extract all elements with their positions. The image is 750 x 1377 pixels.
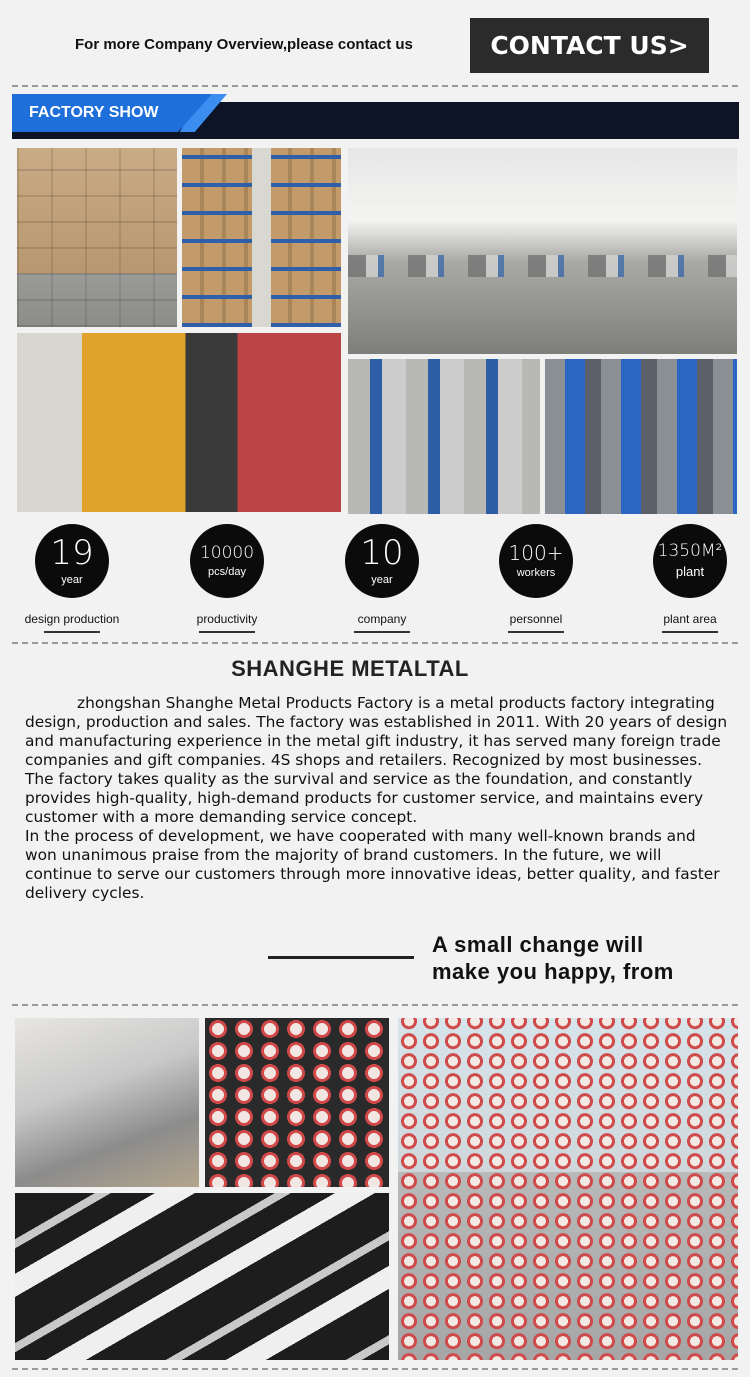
stat-unit: workers: [516, 567, 556, 579]
top-divider: [12, 85, 738, 87]
warehouse-shelves-photo: [182, 148, 341, 327]
stat-underline: [44, 631, 100, 633]
stat-label: plant area: [663, 612, 717, 626]
stat-number: 1350M²: [657, 541, 723, 561]
stat-underline: [662, 631, 718, 633]
stat-number: 100+: [508, 541, 564, 565]
tagline-line-1: A small change will: [432, 932, 644, 957]
lower-divider: [12, 1004, 738, 1006]
bottle-opener-boxes-photo: [15, 1193, 389, 1360]
stat-plant-area: [630, 524, 750, 633]
stat-unit: pcs/day: [208, 565, 246, 578]
stat-design-production: [12, 524, 132, 633]
warehouse-boxes-photo: [17, 148, 177, 327]
factory-show-label: FACTORY SHOW: [29, 104, 159, 121]
description-text-1: zhongshan Shanghe Metal Products Factory is a metal products factory integrating design, production and sales. The factory was established in 2011. With 20 years of design and manufacturing experience in the metal gift industry, it has served many foreign trade companies and gift companies. 4S shops and retailers. Recognized by most businesses. The factory takes quality as the survival and service as the foundation, and constantly provides high-quality, high-demand products for customer service, and maintains every customer with a more demanding service concept.: [25, 694, 728, 826]
stat-underline: [508, 631, 564, 633]
machine-operator-photo: [17, 333, 341, 512]
stat-label: personnel: [509, 612, 563, 626]
workshop-photo-1: [348, 359, 540, 514]
laser-engraving-photo: [15, 1018, 199, 1187]
stat-personnel: [476, 524, 596, 633]
company-title: SHANGHE METALTAL: [231, 656, 469, 681]
bottom-divider: [12, 1368, 738, 1370]
factory-hall-photo: [348, 148, 737, 354]
stat-underline: [199, 631, 255, 633]
description-paragraph: In the process of development, we have cooperated with many well-known brands and won unanimous praise from the majority of brand customers. In the future, we will continue to serve our customers through more innovative ideas, better quality, and faster delivery cycles.: [25, 827, 720, 902]
stat-productivity: [167, 524, 287, 633]
company-description: [25, 694, 730, 903]
description-paragraph: [25, 694, 730, 827]
contact-prompt-text: For more Company Overview,please contact us: [75, 36, 413, 53]
stat-label: company: [357, 612, 407, 626]
tagline-rule: [268, 956, 414, 959]
badge-gluing-photo: [398, 1018, 738, 1360]
workshop-photo-2: [545, 359, 737, 514]
stat-circle: [35, 524, 109, 598]
stat-unit: year: [371, 574, 393, 586]
stat-number: 10000: [199, 542, 255, 563]
tagline-line-2: make you happy, from: [432, 959, 674, 984]
stat-circle: [653, 524, 727, 598]
stat-label: design production: [24, 612, 120, 626]
stat-unit: year: [61, 574, 83, 586]
badge-trays-photo: [205, 1018, 389, 1187]
stat-circle: [499, 524, 573, 598]
stat-label: productivity: [196, 612, 258, 626]
middle-divider: [12, 642, 738, 644]
stat-company: [322, 524, 442, 633]
stat-underline: [354, 631, 410, 633]
stat-circle: [345, 524, 419, 598]
stat-number: 19: [50, 533, 94, 573]
stat-number: 10: [360, 533, 404, 573]
tagline: [432, 931, 732, 985]
stat-circle: [190, 524, 264, 598]
stat-unit: plant: [675, 564, 705, 579]
contact-us-button[interactable]: CONTACT US>: [470, 18, 709, 73]
